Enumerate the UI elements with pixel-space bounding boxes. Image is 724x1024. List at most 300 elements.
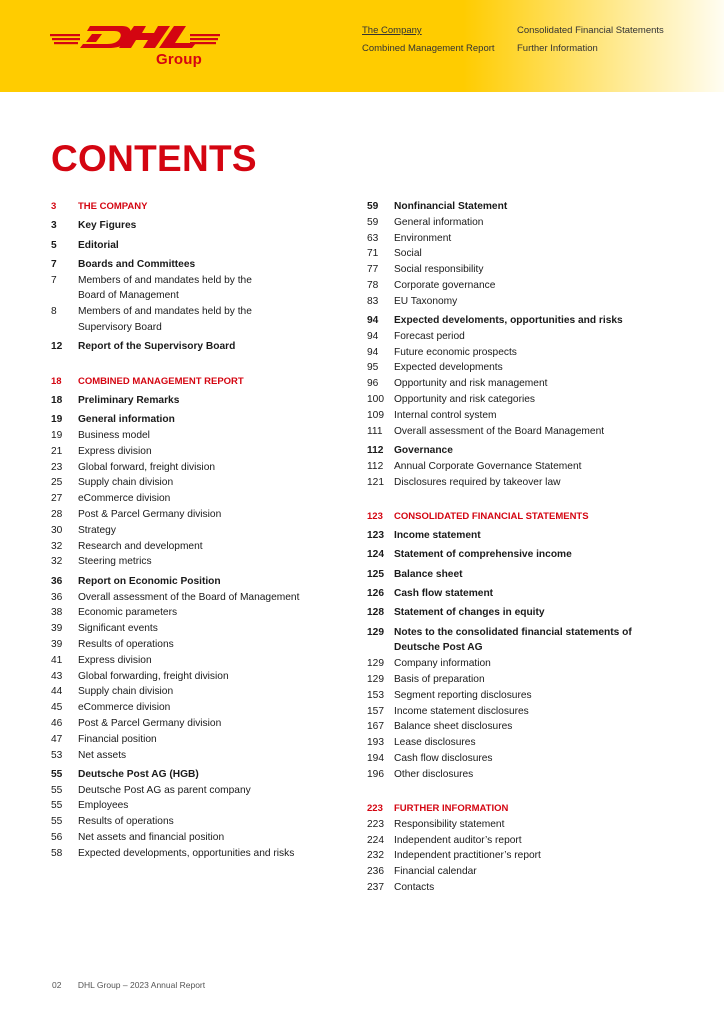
toc-page-number: 100 bbox=[367, 394, 384, 406]
toc-entry[interactable] bbox=[51, 783, 351, 799]
section-gap bbox=[367, 490, 667, 505]
toc-entry-label bbox=[394, 817, 667, 833]
toc-entry-label bbox=[78, 539, 351, 555]
toc-entry-label bbox=[394, 751, 667, 767]
toc-chapter-entry[interactable] bbox=[367, 528, 667, 544]
toc-entry-label bbox=[394, 199, 667, 215]
toc-entry-label-line: Cash flow statement bbox=[394, 588, 494, 600]
toc-entry-label-line: Business model bbox=[78, 430, 150, 442]
toc-entry-label bbox=[394, 625, 667, 657]
toc-page-number: 55 bbox=[51, 768, 63, 780]
toc-page-number: 94 bbox=[367, 315, 379, 327]
toc-entry[interactable] bbox=[367, 672, 667, 688]
toc-page-number: 112 bbox=[367, 444, 384, 456]
toc-page-number: 126 bbox=[367, 588, 384, 600]
page-number: 02 bbox=[52, 980, 62, 990]
toc-entry[interactable] bbox=[51, 748, 351, 764]
toc-entry[interactable] bbox=[51, 846, 351, 862]
toc-entry-label-line: Financial position bbox=[78, 733, 157, 745]
toc-entry[interactable] bbox=[367, 719, 667, 735]
toc-entry-label bbox=[394, 246, 667, 262]
toc-page-number: 96 bbox=[367, 378, 379, 390]
toc-entry-label-line: Independent auditor’s report bbox=[394, 834, 522, 846]
toc-entry[interactable] bbox=[367, 215, 667, 231]
toc-entry-label-line: Express division bbox=[78, 654, 152, 666]
toc-page-number: 58 bbox=[51, 847, 63, 859]
toc-entry-label bbox=[78, 428, 351, 444]
toc-entry-label-line: Statement of comprehensive income bbox=[394, 549, 572, 561]
toc-entry-label-line: Basis of preparation bbox=[394, 674, 485, 686]
toc-entry-label-line: Deutsche Post AG as parent company bbox=[78, 784, 251, 796]
toc-entry-label-line: Opportunity and risk management bbox=[394, 378, 548, 390]
toc-page-number: 46 bbox=[51, 717, 63, 729]
toc-entry[interactable] bbox=[367, 833, 667, 849]
toc-entry[interactable] bbox=[51, 621, 351, 637]
toc-page-number: 223 bbox=[367, 818, 384, 830]
toc-section-heading[interactable] bbox=[367, 509, 667, 525]
toc-entry[interactable] bbox=[367, 817, 667, 833]
toc-page-number: 123 bbox=[367, 510, 383, 522]
toc-entry[interactable] bbox=[367, 329, 667, 345]
toc-entry[interactable] bbox=[51, 507, 351, 523]
toc-page-number: 3 bbox=[51, 220, 57, 232]
toc-chapter-entry[interactable] bbox=[367, 605, 667, 621]
toc-page-number: 7 bbox=[51, 274, 57, 286]
toc-page-number: 32 bbox=[51, 556, 63, 568]
toc-entry-label-line: Income statement disclosures bbox=[394, 705, 529, 717]
toc-entry-label-line: Notes to the consolidated financial statements of bbox=[394, 626, 632, 638]
toc-entry[interactable] bbox=[367, 459, 667, 475]
toc-entry-label bbox=[78, 374, 351, 390]
toc-entry-label bbox=[78, 238, 351, 254]
toc-entry-label-line: CONSOLIDATED FINANCIAL STATEMENTS bbox=[394, 510, 589, 522]
toc-entry-label bbox=[78, 846, 351, 862]
toc-entry-label bbox=[78, 669, 351, 685]
footer-report-title: DHL Group – 2023 Annual Report bbox=[77, 980, 206, 990]
toc-chapter-entry[interactable] bbox=[367, 567, 667, 583]
toc-entry-label bbox=[394, 688, 667, 704]
toc-entry-label-line: Internal control system bbox=[394, 409, 497, 421]
toc-page-number: 45 bbox=[51, 702, 63, 714]
toc-entry-label bbox=[394, 262, 667, 278]
toc-entry-label-line: Global forwarding, freight division bbox=[78, 670, 229, 682]
toc-entry-label-line: Employees bbox=[78, 800, 129, 812]
toc-entry[interactable] bbox=[51, 830, 351, 846]
toc-page-number: 167 bbox=[367, 721, 384, 733]
toc-entry[interactable] bbox=[367, 704, 667, 720]
toc-page-number: 125 bbox=[367, 568, 384, 580]
toc-entry-label bbox=[78, 475, 351, 491]
toc-entry-label bbox=[394, 605, 667, 621]
toc-page-number: 129 bbox=[367, 674, 384, 686]
toc-page-number: 109 bbox=[367, 409, 384, 421]
toc-page-number: 53 bbox=[51, 749, 63, 761]
toc-entry[interactable] bbox=[367, 424, 667, 440]
toc-entry-label-line: Strategy bbox=[78, 524, 116, 536]
toc-entry[interactable] bbox=[51, 444, 351, 460]
toc-entry-label bbox=[394, 459, 667, 475]
toc-entry-label-line: Steering metrics bbox=[78, 556, 152, 568]
toc-entry-label-line: General information bbox=[394, 216, 484, 228]
toc-entry-label bbox=[78, 684, 351, 700]
toc-entry[interactable] bbox=[51, 798, 351, 814]
toc-page-number: 94 bbox=[367, 346, 379, 358]
toc-entry-label-line: eCommerce division bbox=[78, 493, 171, 505]
toc-entry-label bbox=[394, 864, 667, 880]
toc-entry-label-line: Deutsche Post AG (HGB) bbox=[78, 768, 199, 780]
toc-entry-label bbox=[78, 304, 351, 336]
group-wordmark: Group bbox=[156, 51, 202, 68]
toc-entry[interactable] bbox=[367, 767, 667, 783]
toc-page-number: 194 bbox=[367, 753, 384, 764]
toc-entry-label-line: EU Taxonomy bbox=[394, 295, 458, 307]
toc-entry-label bbox=[78, 700, 351, 716]
toc-page-number: 112 bbox=[367, 460, 384, 472]
toc-entry-label-line: Environment bbox=[394, 232, 452, 244]
toc-entry[interactable] bbox=[51, 460, 351, 476]
toc-page-number: 21 bbox=[51, 445, 63, 457]
toc-entry-label bbox=[394, 801, 667, 817]
toc-entry[interactable] bbox=[51, 304, 351, 336]
toc-entry-label-line: Cash flow disclosures bbox=[394, 753, 493, 764]
toc-entry-label bbox=[78, 621, 351, 637]
toc-entry-label bbox=[78, 218, 351, 234]
toc-chapter-entry[interactable] bbox=[51, 412, 351, 428]
toc-entry-label-line: Overall assessment of the Board Management bbox=[394, 425, 605, 437]
toc-entry-label-line: Segment reporting disclosures bbox=[394, 689, 532, 701]
toc-entry-label bbox=[394, 392, 667, 408]
toc-entry[interactable] bbox=[367, 231, 667, 247]
toc-entry-label bbox=[394, 475, 667, 491]
toc-page-number: 3 bbox=[51, 201, 57, 212]
toc-entry-label bbox=[78, 460, 351, 476]
toc-entry[interactable] bbox=[51, 491, 351, 507]
toc-entry-label-line: Balance sheet disclosures bbox=[394, 721, 513, 733]
toc-entry[interactable] bbox=[51, 637, 351, 653]
toc-entry-label bbox=[394, 833, 667, 849]
toc-entry-label-line: Company information bbox=[394, 658, 491, 670]
toc-entry-label-line: Economic parameters bbox=[78, 607, 178, 619]
toc-chapter-entry[interactable] bbox=[51, 218, 351, 234]
toc-section-heading[interactable] bbox=[51, 374, 351, 390]
toc-entry[interactable] bbox=[367, 848, 667, 864]
toc-entry-label-line: Expected develoments, opportunities and risks bbox=[394, 315, 623, 327]
toc-entry[interactable] bbox=[367, 688, 667, 704]
dhl-logo-icon bbox=[50, 22, 222, 52]
toc-chapter-entry[interactable] bbox=[51, 238, 351, 254]
toc-entry-label-line: Post & Parcel Germany division bbox=[78, 717, 222, 729]
toc-entry-label-line: THE COMPANY bbox=[78, 201, 148, 212]
toc-entry-label bbox=[78, 339, 351, 355]
toc-entry-label-line: Overall assessment of the Board of Management bbox=[78, 591, 300, 603]
header-bar bbox=[0, 0, 724, 92]
toc-page-number: 157 bbox=[367, 705, 384, 717]
toc-page-number: 153 bbox=[367, 689, 384, 701]
toc-entry-label bbox=[394, 672, 667, 688]
toc-page-number: 32 bbox=[51, 540, 63, 552]
toc-entry[interactable] bbox=[51, 539, 351, 555]
toc-entry-label-line: Net assets bbox=[78, 749, 127, 761]
toc-entry-label bbox=[394, 735, 667, 751]
toc-entry-label-line: Statement of changes in equity bbox=[394, 607, 545, 619]
toc-entry[interactable] bbox=[51, 523, 351, 539]
toc-page-number: 59 bbox=[367, 201, 379, 212]
toc-entry-label bbox=[78, 491, 351, 507]
toc-entry[interactable] bbox=[367, 751, 667, 767]
toc-entry-label bbox=[394, 424, 667, 440]
toc-chapter-entry[interactable] bbox=[367, 586, 667, 602]
toc-entry[interactable] bbox=[367, 294, 667, 310]
toc-page-number: 30 bbox=[51, 524, 63, 536]
toc-entry-label bbox=[78, 732, 351, 748]
section-gap bbox=[367, 783, 667, 798]
toc-entry-label bbox=[394, 567, 667, 583]
toc-entry-label bbox=[394, 656, 667, 672]
toc-chapter-entry[interactable] bbox=[51, 574, 351, 590]
toc-entry[interactable] bbox=[367, 278, 667, 294]
toc-page-number: 193 bbox=[367, 737, 384, 749]
toc-column-right bbox=[367, 199, 667, 896]
toc-entry-label-line: Significant events bbox=[78, 623, 158, 635]
toc-entry-label bbox=[78, 783, 351, 799]
toc-entry-label-line: Supervisory Board bbox=[78, 322, 162, 334]
toc-entry-label bbox=[78, 590, 351, 606]
toc-chapter-entry[interactable] bbox=[51, 393, 351, 409]
toc-entry-label-line: Supply chain division bbox=[78, 477, 174, 489]
toc-page-number: 39 bbox=[51, 623, 63, 635]
toc-page-number: 7 bbox=[51, 258, 57, 270]
toc-page-number: 94 bbox=[367, 330, 379, 342]
toc-page-number: 19 bbox=[51, 430, 63, 442]
nav-link-consolidated-financial-statements[interactable]: Consolidated Financial Statements bbox=[517, 25, 664, 36]
toc-entry[interactable] bbox=[367, 864, 667, 880]
nav-link-further-information[interactable]: Further Information bbox=[517, 43, 598, 54]
toc-entry-label bbox=[394, 231, 667, 247]
toc-entry[interactable] bbox=[51, 669, 351, 685]
toc-page-number: 232 bbox=[367, 850, 384, 862]
toc-page-number: 18 bbox=[51, 394, 63, 406]
toc-entry[interactable] bbox=[51, 814, 351, 830]
toc-page-number: 55 bbox=[51, 784, 63, 796]
toc-page-number: 78 bbox=[367, 279, 379, 291]
toc-entry[interactable] bbox=[51, 732, 351, 748]
toc-entry-label bbox=[78, 199, 351, 215]
toc-entry-label-line: Expected developments bbox=[394, 362, 503, 374]
toc-entry-label bbox=[78, 412, 351, 428]
toc-page-number: 121 bbox=[367, 476, 384, 488]
toc-page-number: 38 bbox=[51, 607, 63, 619]
toc-page-number: 124 bbox=[367, 549, 384, 561]
toc-entry[interactable] bbox=[367, 735, 667, 751]
toc-section-heading[interactable] bbox=[367, 801, 667, 817]
toc-entry-label bbox=[78, 523, 351, 539]
toc-page-number: 196 bbox=[367, 768, 384, 780]
toc-entry-label bbox=[78, 574, 351, 590]
section-gap bbox=[51, 355, 351, 370]
toc-entry-label-line: Members of and mandates held by the bbox=[78, 274, 252, 286]
toc-entry[interactable] bbox=[367, 880, 667, 896]
toc-entry-label bbox=[394, 719, 667, 735]
toc-entry[interactable] bbox=[367, 262, 667, 278]
toc-page-number: 44 bbox=[51, 686, 63, 698]
toc-entry-label-line: Future economic prospects bbox=[394, 346, 517, 358]
toc-entry-label bbox=[78, 507, 351, 523]
toc-entry-label-line: Expected developments, opportunities and risks bbox=[78, 847, 295, 859]
toc-entry[interactable] bbox=[51, 684, 351, 700]
toc-page-number: 55 bbox=[51, 800, 63, 812]
toc-chapter-entry[interactable] bbox=[367, 199, 667, 215]
toc-entry-label-line: Independent practitioner’s report bbox=[394, 850, 541, 862]
toc-entry[interactable] bbox=[367, 392, 667, 408]
toc-entry-label bbox=[78, 653, 351, 669]
toc-chapter-entry[interactable] bbox=[51, 257, 351, 273]
toc-entry-label-line: Lease disclosures bbox=[394, 737, 476, 749]
toc-page-number: 25 bbox=[51, 477, 63, 489]
toc-entry-label bbox=[394, 848, 667, 864]
toc-entry-label-line: eCommerce division bbox=[78, 702, 171, 714]
toc-page-number: 18 bbox=[51, 375, 62, 387]
toc-entry-label-line: Supply chain division bbox=[78, 686, 174, 698]
toc-entry-label bbox=[78, 830, 351, 846]
toc-page-number: 63 bbox=[367, 232, 379, 244]
toc-entry-label-line: Key Figures bbox=[78, 220, 137, 232]
toc-entry-label-line: Social bbox=[394, 248, 422, 260]
toc-entry[interactable] bbox=[51, 700, 351, 716]
toc-entry-label bbox=[394, 345, 667, 361]
toc-page-number: 83 bbox=[367, 295, 379, 307]
toc-entry-label bbox=[394, 408, 667, 424]
toc-entry-label bbox=[394, 547, 667, 563]
toc-entry-label bbox=[394, 313, 667, 329]
toc-page-number: 95 bbox=[367, 362, 379, 374]
toc-chapter-entry[interactable] bbox=[367, 313, 667, 329]
toc-entry-label-line: Opportunity and risk categories bbox=[394, 394, 535, 406]
toc-entry[interactable] bbox=[51, 653, 351, 669]
toc-entry-label bbox=[394, 528, 667, 544]
toc-page-number: 237 bbox=[367, 882, 384, 894]
toc-entry-label-line: Forecast period bbox=[394, 330, 465, 342]
toc-page-number: 236 bbox=[367, 866, 384, 878]
toc-entry[interactable] bbox=[367, 475, 667, 491]
toc-entry-label bbox=[394, 278, 667, 294]
toc-entry-label-line: Annual Corporate Governance Statement bbox=[394, 460, 582, 472]
toc-entry[interactable] bbox=[51, 716, 351, 732]
toc-page-number: 56 bbox=[51, 831, 63, 843]
toc-entry-label-line: Net assets and financial position bbox=[78, 831, 225, 843]
toc-entry-label-line: Other disclosures bbox=[394, 768, 474, 780]
toc-entry[interactable] bbox=[51, 428, 351, 444]
toc-page-number: 12 bbox=[51, 341, 63, 353]
toc-page-number: 55 bbox=[51, 816, 63, 828]
toc-entry-label bbox=[78, 748, 351, 764]
toc-entry-label-line: Results of operations bbox=[78, 638, 174, 650]
toc-page-number: 59 bbox=[367, 216, 379, 228]
toc-entry[interactable] bbox=[367, 246, 667, 262]
toc-entry-label-line: Post & Parcel Germany division bbox=[78, 509, 222, 521]
toc-section-heading[interactable] bbox=[51, 199, 351, 215]
toc-entry[interactable] bbox=[51, 590, 351, 606]
toc-entry[interactable] bbox=[367, 656, 667, 672]
toc-page-number: 39 bbox=[51, 638, 63, 650]
toc-page-number: 77 bbox=[367, 264, 379, 276]
toc-entry[interactable] bbox=[367, 345, 667, 361]
toc-page-number: 129 bbox=[367, 658, 384, 670]
toc-entry-label-line: Responsibility statement bbox=[394, 818, 505, 830]
toc-entry-label bbox=[394, 767, 667, 783]
toc-entry-label bbox=[78, 393, 351, 409]
nav-link-the-company[interactable]: The Company bbox=[362, 25, 422, 36]
toc-entry-label bbox=[394, 376, 667, 392]
toc-page-number: 223 bbox=[367, 803, 383, 815]
toc-page-number: 129 bbox=[367, 626, 384, 638]
toc-chapter-entry[interactable] bbox=[367, 443, 667, 459]
toc-entry-label bbox=[78, 273, 351, 305]
toc-entry-label bbox=[394, 443, 667, 459]
toc-entry-label-line: Express division bbox=[78, 445, 152, 457]
toc-entry-label-line: FURTHER INFORMATION bbox=[394, 803, 509, 815]
toc-entry-label-line: Social responsibility bbox=[394, 264, 484, 276]
toc-entry-label bbox=[78, 257, 351, 273]
toc-entry-label-line: Disclosures required by takeover law bbox=[394, 476, 561, 488]
toc-entry[interactable] bbox=[367, 360, 667, 376]
toc-page-number: 28 bbox=[51, 509, 63, 521]
toc-entry-label bbox=[394, 360, 667, 376]
toc-entry-label bbox=[394, 880, 667, 896]
toc-chapter-entry[interactable] bbox=[367, 625, 667, 657]
toc-page-number: 41 bbox=[51, 654, 63, 666]
toc-entry-label-line: Report on Economic Position bbox=[78, 575, 221, 587]
toc-column-left bbox=[51, 199, 351, 862]
toc-entry[interactable] bbox=[367, 408, 667, 424]
toc-entry-label-line: Contacts bbox=[394, 882, 435, 894]
toc-entry-label bbox=[78, 814, 351, 830]
toc-page-number: 47 bbox=[51, 733, 63, 745]
toc-entry-label bbox=[78, 637, 351, 653]
toc-page-number: 27 bbox=[51, 493, 63, 505]
toc-entry-label-line: Research and development bbox=[78, 540, 203, 552]
nav-link-combined-management-report[interactable]: Combined Management Report bbox=[362, 43, 495, 54]
dhl-group-logo[interactable] bbox=[50, 22, 222, 70]
toc-entry[interactable] bbox=[367, 376, 667, 392]
toc-entry[interactable] bbox=[51, 605, 351, 621]
toc-entry-label-line: Nonfinancial Statement bbox=[394, 201, 508, 212]
toc-entry-label bbox=[394, 586, 667, 602]
toc-entry-label-line: Report of the Supervisory Board bbox=[78, 341, 236, 353]
toc-entry-label-line: Editorial bbox=[78, 239, 119, 251]
toc-entry-label-line: Preliminary Remarks bbox=[78, 394, 180, 406]
toc-chapter-entry[interactable] bbox=[367, 547, 667, 563]
toc-entry-label bbox=[394, 704, 667, 720]
toc-page-number: 36 bbox=[51, 575, 63, 587]
toc-page-number: 123 bbox=[367, 530, 384, 542]
toc-page-number: 8 bbox=[51, 306, 57, 318]
toc-page-number: 36 bbox=[51, 591, 63, 603]
toc-entry[interactable] bbox=[51, 475, 351, 491]
toc-entry-label-line: Financial calendar bbox=[394, 866, 477, 878]
page-footer bbox=[52, 980, 205, 990]
toc-entry-label bbox=[394, 509, 667, 525]
toc-entry-label-line: Boards and Committees bbox=[78, 258, 196, 270]
toc-page-number: 43 bbox=[51, 670, 63, 682]
toc-entry-label bbox=[78, 798, 351, 814]
toc-entry[interactable] bbox=[51, 554, 351, 570]
toc-chapter-entry[interactable] bbox=[51, 767, 351, 783]
toc-chapter-entry[interactable] bbox=[51, 339, 351, 355]
toc-entry-label bbox=[78, 716, 351, 732]
toc-entry-label-line: Balance sheet bbox=[394, 568, 463, 580]
toc-entry[interactable] bbox=[51, 273, 351, 305]
page-title: CONTENTS bbox=[51, 138, 257, 179]
